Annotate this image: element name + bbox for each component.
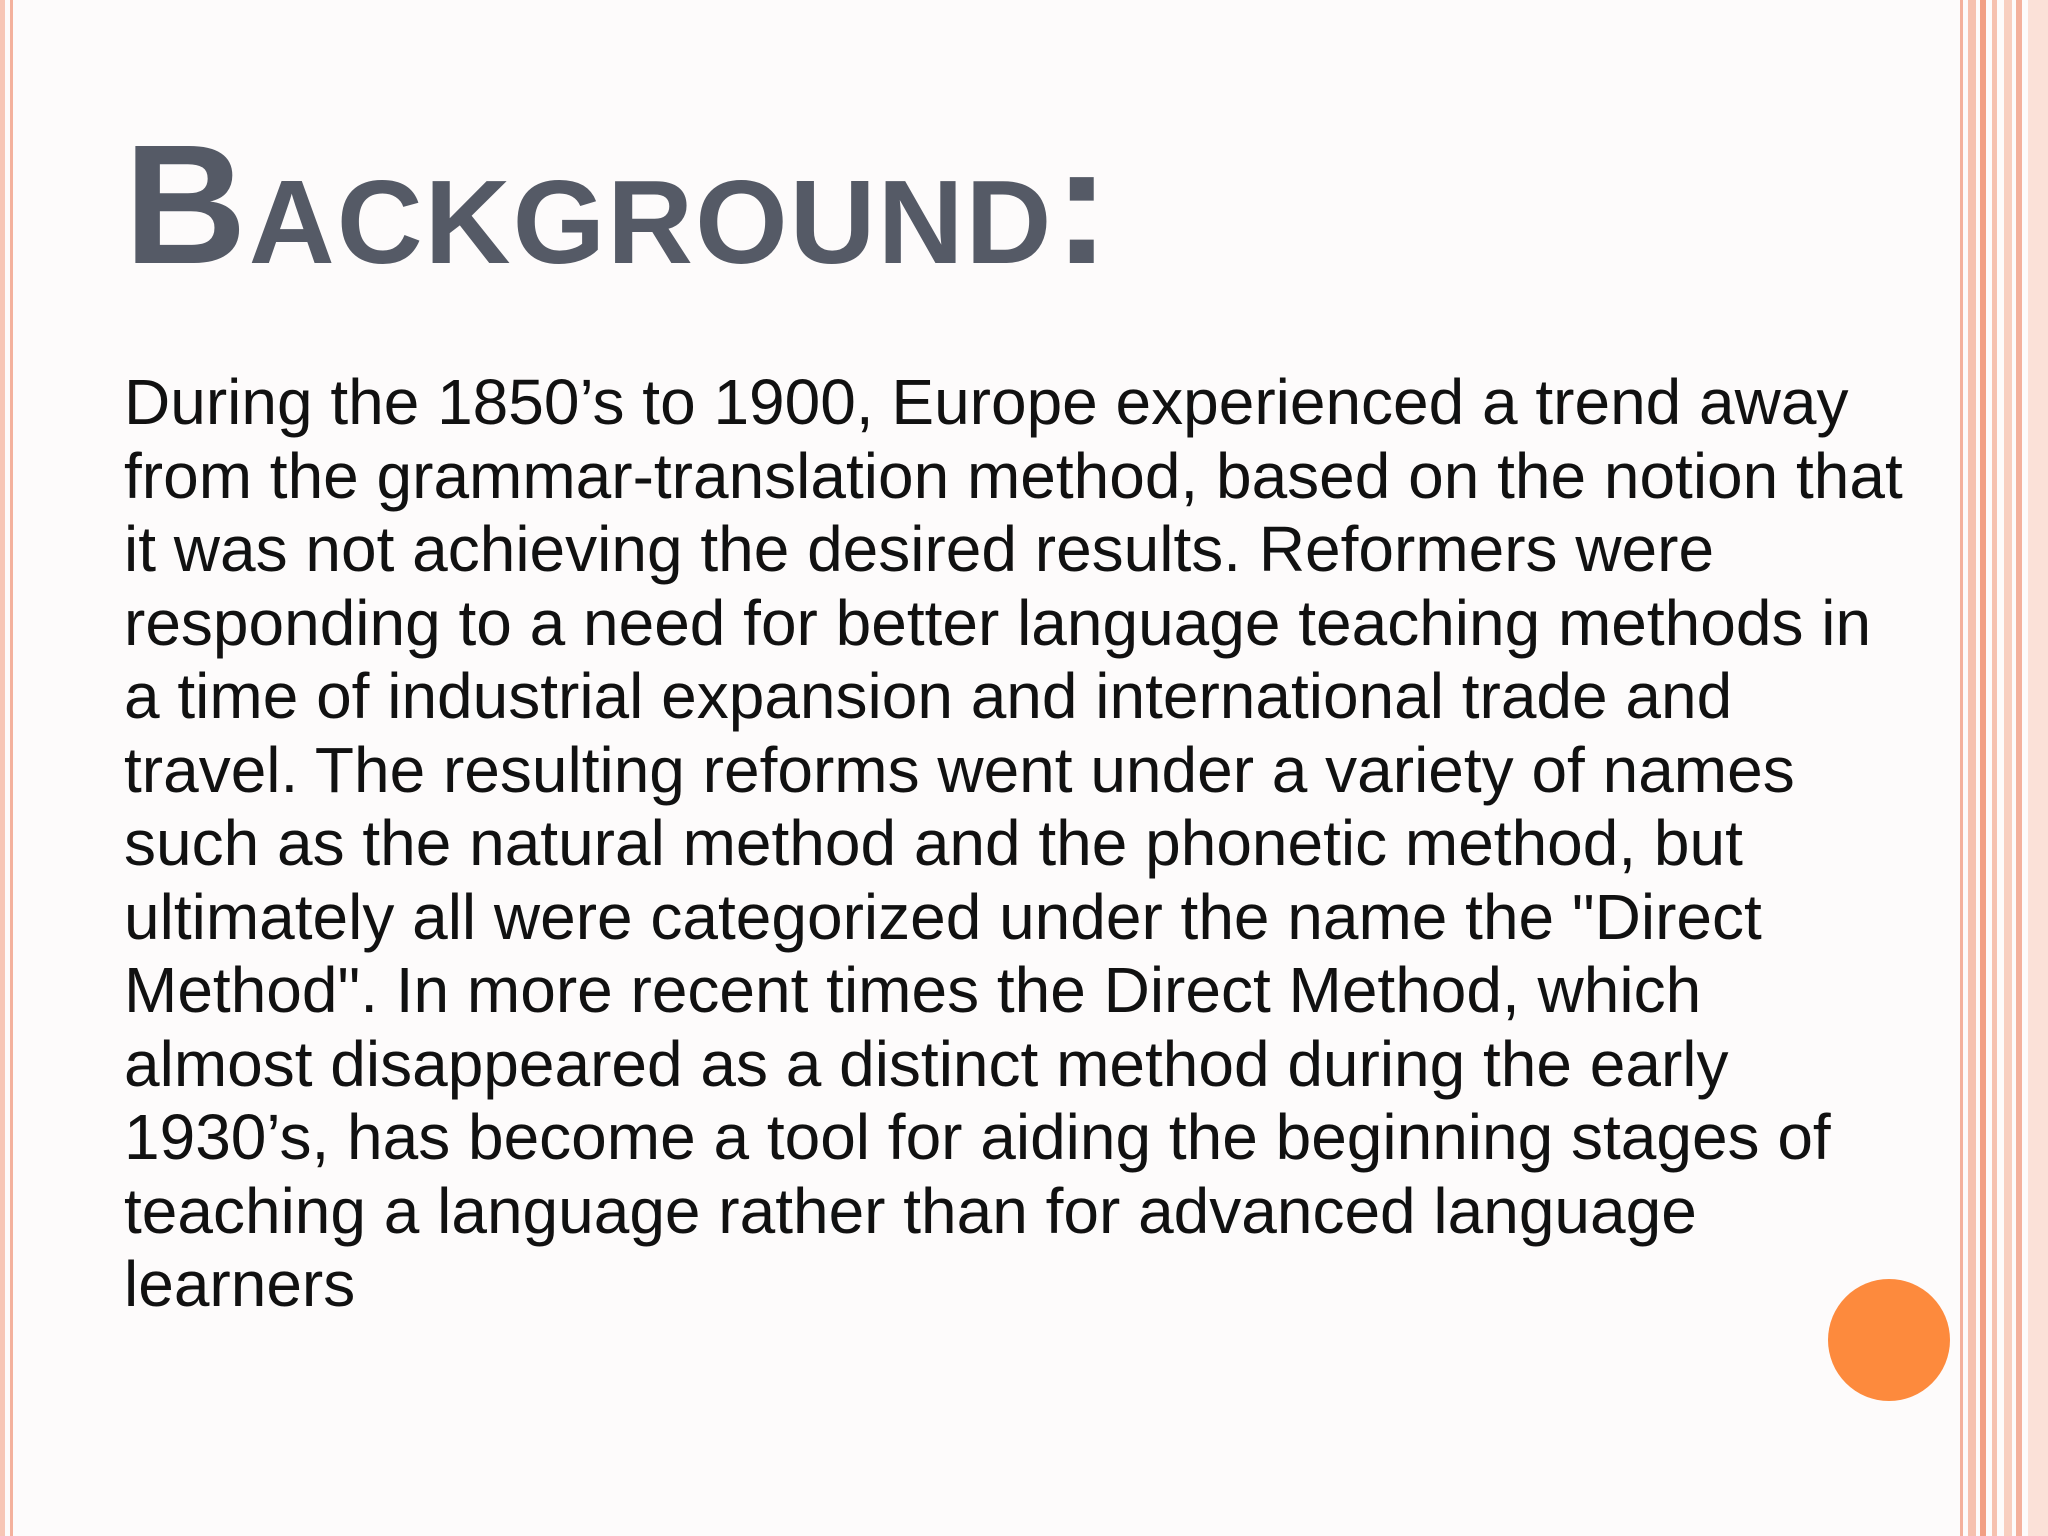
right-border-stripe xyxy=(1960,0,1963,1536)
left-border-stripe xyxy=(0,0,5,1536)
slide-title: Background: xyxy=(124,110,1113,300)
right-border-stripe xyxy=(1968,0,1976,1536)
right-border-stripe xyxy=(1992,0,1997,1536)
right-border-stripe xyxy=(1980,0,1986,1536)
right-border-stripe xyxy=(2016,0,2022,1536)
right-border-stripe xyxy=(2028,0,2048,1536)
orange-circle-icon xyxy=(1828,1279,1950,1401)
left-border-stripe xyxy=(10,0,13,1536)
right-border-stripe xyxy=(2004,0,2012,1536)
slide-body-text: During the 1850’s to 1900, Europe experienced a trend away from the grammar-translation method, based on the notion that it was not achieving the desired results. Reformers were responding to a need for better language teaching methods in a time of industrial expansion and international trade and travel. The resulting reforms went under a variety of names such as the natural method and the phonetic method, but ultimately all were categorized under the name the "Direct Method". In more recent times the Direct Method, which almost disappeared as a distinct method during the early 1930’s, has become a tool for aiding the beginning stages of teaching a language rather than for advanced language learners xyxy=(124,366,1903,1320)
